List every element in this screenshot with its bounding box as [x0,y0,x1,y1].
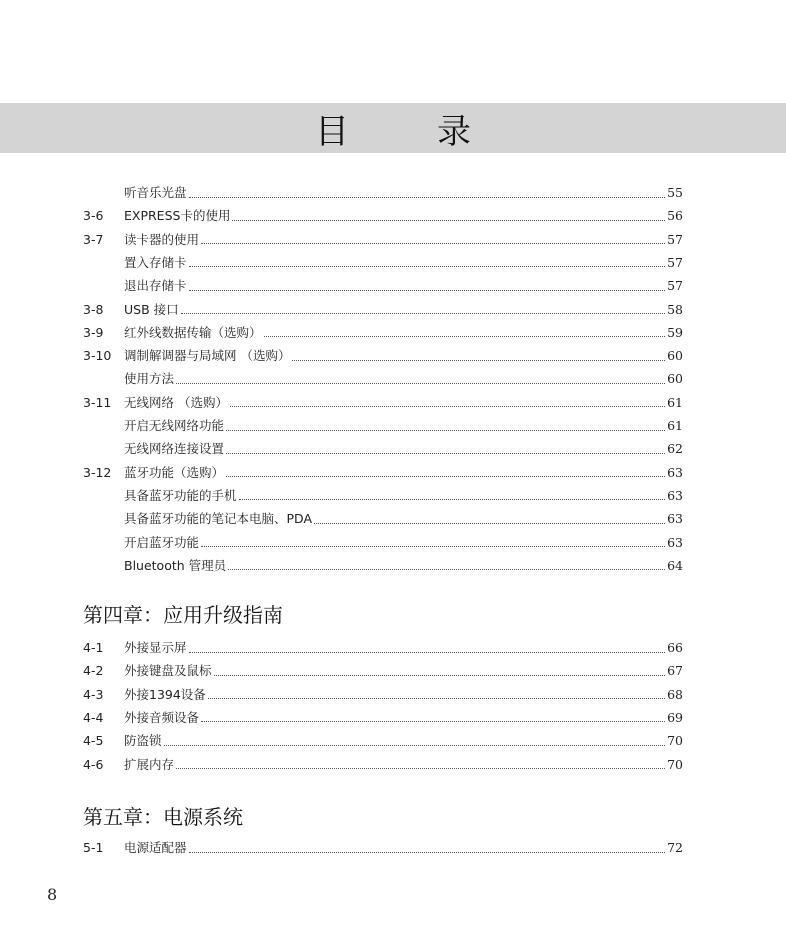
dot-leader [201,721,665,722]
toc-entry-number: 3-6 [83,208,104,224]
dot-leader [189,197,666,198]
toc-entry-number: 4-1 [83,640,104,655]
toc-entry-title: 具备蓝牙功能的笔记本电脑、PDA [124,511,312,527]
toc-entry-page: 60 [667,348,683,364]
toc-entry-number: 3-7 [83,231,104,247]
toc-entry-title: 扩展内存 [124,756,175,772]
toc-entry[interactable] [83,661,683,681]
toc-entry-page: 70 [667,733,683,749]
title-char-left: 目 [315,111,349,152]
toc-entry[interactable] [83,369,683,389]
toc-entry-number: 4-3 [83,686,104,702]
toc-entry-title: 外接1394设备 [124,686,206,702]
toc-entry-page: 64 [667,557,683,573]
toc-entry-number: 4-2 [83,663,104,679]
toc-entry[interactable] [83,323,683,343]
toc-entry[interactable] [83,838,683,858]
toc-entry-title: 无线网络连接设置 [124,441,225,457]
toc-entry-title: 具备蓝牙功能的手机 [124,487,237,503]
dot-leader [189,266,666,267]
toc-entry-title: USB 接口 [124,301,179,317]
toc-entry-page: 66 [667,640,683,655]
toc-entry-number: 5-1 [83,840,104,855]
toc-entry-page: 63 [667,487,683,503]
toc-entry-page: 61 [667,394,683,410]
dot-leader [226,430,665,431]
toc-entry-title: 防盗锁 [124,733,162,749]
dot-leader [176,383,665,384]
toc-entry[interactable] [83,183,683,203]
dot-leader [181,313,665,314]
dot-leader [208,698,665,699]
toc-entry-title: 开启无线网络功能 [124,418,225,433]
chapter-5-heading: 第五章：电源系统 [83,805,243,829]
toc-entry-page: 72 [667,840,683,855]
toc-entry-page: 60 [667,371,683,387]
toc-entry[interactable] [83,685,683,705]
toc-entry[interactable] [83,206,683,226]
toc-entry-title: 听音乐光盘 [124,185,187,200]
toc-entry[interactable] [83,509,683,529]
toc-entry-title: 红外线数据传输（选购） [124,324,262,340]
toc-entry-page: 68 [667,686,683,702]
toc-entry-title: 读卡器的使用 [124,231,200,247]
toc-entry-page: 63 [667,511,683,527]
toc-entry-page: 63 [667,534,683,550]
dot-leader [232,220,665,221]
dot-leader [214,675,666,676]
dot-leader [292,360,665,361]
toc-entry[interactable] [83,556,683,576]
toc-entry-title: Bluetooth 管理员 [124,557,227,573]
toc-entry-page: 70 [667,756,683,772]
chapter-4-heading: 第四章：应用升级指南 [83,603,283,627]
toc-entry-page: 56 [667,208,683,224]
toc-entry-page: 57 [667,254,683,270]
toc-entry-title: 退出存储卡 [124,278,187,294]
toc-entry-title: 使用方法 [124,371,175,387]
dot-leader [226,476,665,477]
toc-entry[interactable] [83,253,683,273]
toc-entry[interactable] [83,708,683,728]
dot-leader [230,406,665,407]
toc-entry-page: 57 [667,231,683,247]
page-number: 8 [47,885,58,904]
dot-leader [314,523,665,524]
toc-entry[interactable] [83,731,683,751]
toc-entry-page: 61 [667,418,683,433]
toc-entry-page: 67 [667,663,683,679]
toc-entry-title: 蓝牙功能（选购） [124,464,225,480]
dot-leader [201,243,665,244]
toc-entry[interactable] [83,486,683,506]
dot-leader [228,569,665,570]
dot-leader [189,652,666,653]
toc-entry-number: 3-9 [83,324,104,340]
toc-entry-title: 调制解调器与局域网 （选购） [124,348,291,364]
toc-entry-title: EXPRESS卡的使用 [124,208,231,224]
dot-leader [201,546,665,547]
toc-entry-number: 3-8 [83,301,104,317]
toc-entry-page: 62 [667,441,683,457]
toc-entry-title: 无线网络 （选购） [124,394,228,410]
toc-entry-title: 外接音频设备 [124,709,200,725]
dot-leader [189,852,666,853]
dot-leader [239,499,666,500]
toc-entry-page: 58 [667,301,683,317]
toc-entry[interactable] [83,755,683,775]
toc-entry[interactable] [83,463,683,483]
toc-entry-title: 外接显示屏 [124,640,187,655]
toc-entry[interactable] [83,533,683,553]
toc-entry-title: 外接键盘及鼠标 [124,663,212,679]
toc-entry-title: 置入存储卡 [124,254,187,270]
toc-entry-number: 4-6 [83,756,104,772]
toc-entry-page: 59 [667,324,683,340]
toc-entry[interactable] [83,346,683,366]
toc-entry[interactable] [83,300,683,320]
page-title [0,103,786,153]
toc-entry-number: 4-5 [83,733,104,749]
dot-leader [226,453,665,454]
toc-entry-page: 63 [667,464,683,480]
toc-entry-page: 69 [667,709,683,725]
dot-leader [189,290,666,291]
toc-entry-number: 4-4 [83,709,104,725]
toc-entry-number: 3-11 [83,394,112,410]
toc-entry-number: 3-10 [83,348,112,364]
toc-entry-title: 开启蓝牙功能 [124,534,200,550]
toc-entry[interactable] [83,439,683,459]
toc-entry-number: 3-12 [83,464,112,480]
toc-entry-title: 电源适配器 [124,840,187,855]
dot-leader [264,336,666,337]
toc-entry[interactable] [83,638,683,658]
toc-entry-page: 57 [667,278,683,294]
toc-entry[interactable] [83,276,683,296]
toc-entry[interactable] [83,230,683,250]
dot-leader [176,768,665,769]
toc-entry[interactable] [83,393,683,413]
toc-entry-page: 55 [667,185,683,200]
title-char-right: 录 [437,111,471,152]
dot-leader [164,745,666,746]
toc-entry[interactable] [83,416,683,436]
